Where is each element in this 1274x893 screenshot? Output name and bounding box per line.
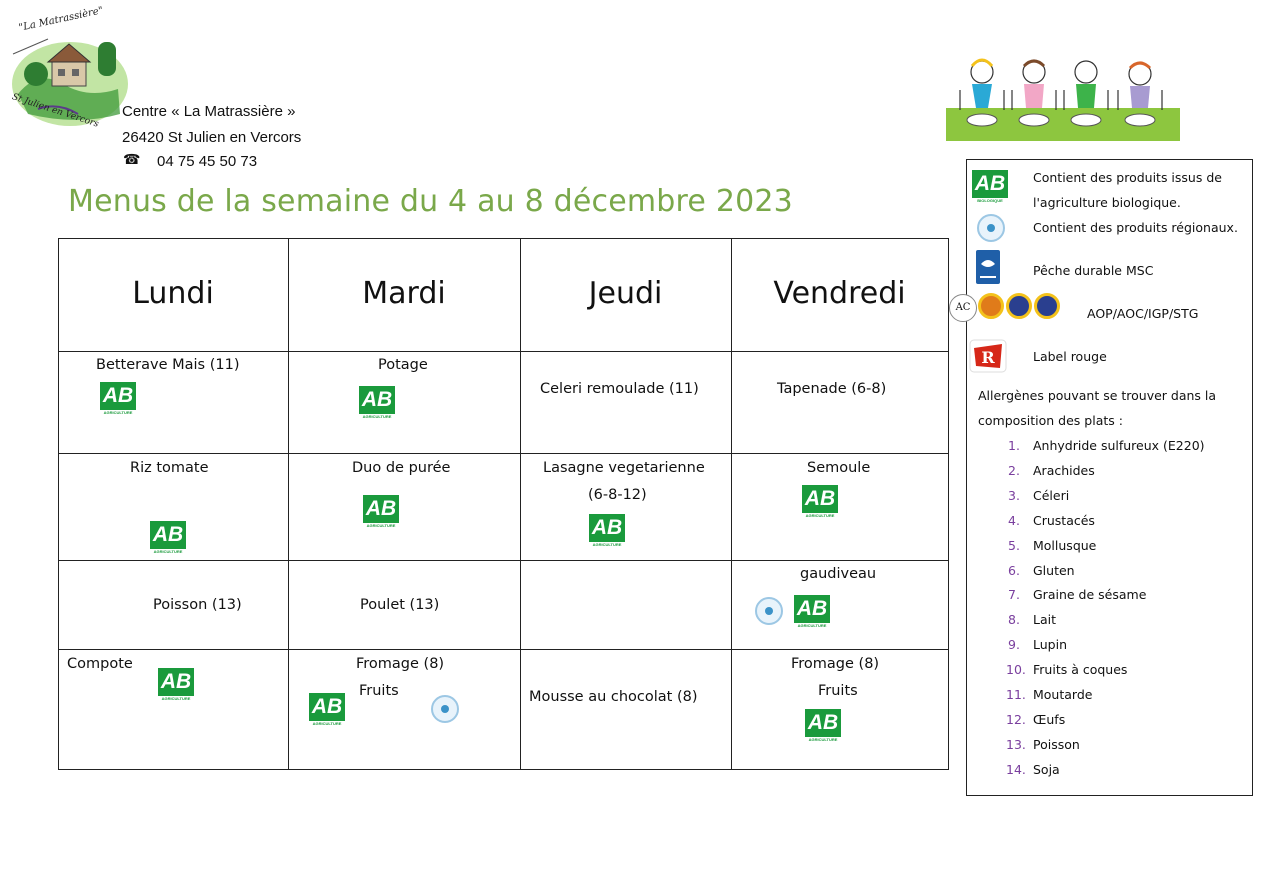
svg-text:R: R <box>981 348 995 367</box>
allergens-intro-line-2: composition des plats : <box>978 413 1123 428</box>
aoc-logo-icon: AC <box>949 294 977 322</box>
allergen-number: 1. <box>1008 438 1020 453</box>
allergen-number: 8. <box>1008 612 1020 628</box>
igp-logo-icon <box>1006 293 1032 319</box>
allergen-name: Céleri <box>1033 487 1070 503</box>
logo-text-bottom: St Julien en Vercors <box>10 92 100 130</box>
vendredi-dessert-fruits: Fruits <box>818 683 858 699</box>
centre-phone: 04 75 45 50 73 <box>157 153 258 170</box>
vendredi-dessert-fromage: Fromage (8) <box>791 656 880 672</box>
regional-product-icon <box>977 214 1005 242</box>
legend-aop: AOP/AOC/IGP/STG <box>1087 306 1199 321</box>
bio-logo-icon: AB AGRICULTURE <box>805 709 841 747</box>
allergens-intro-line-1: Allergènes pouvant se trouver dans la <box>978 388 1217 403</box>
bio-logo-icon: AB AGRICULTURE <box>359 386 395 424</box>
allergen-number: 4. <box>1008 512 1020 528</box>
allergen-number: 12. <box>1006 711 1026 727</box>
bio-logo-icon: AB AGRICULTURE <box>100 382 136 420</box>
page-title: Menus de la semaine du 4 au 8 décembre 2023 <box>68 184 793 219</box>
logo-text-top: "La Matrassière" <box>17 5 105 34</box>
centre-address: 26420 St Julien en Vercors <box>122 129 302 146</box>
jeudi-entree: Celeri remoulade (11) <box>540 381 699 397</box>
allergen-name: Mollusque <box>1033 537 1097 553</box>
legend-bio-line-1: Contient des produits issus de <box>1033 170 1222 185</box>
day-header-lundi: Lundi <box>132 276 214 311</box>
day-header-mardi: Mardi <box>362 276 446 311</box>
lundi-plat: Riz tomate <box>130 460 209 476</box>
stg-logo-icon <box>1034 293 1060 319</box>
vendredi-accompagnement: gaudiveau <box>800 566 877 582</box>
allergen-name: Soja <box>1033 761 1060 777</box>
allergen-number: 14. <box>1006 761 1026 777</box>
aop-logo-icon <box>978 293 1004 319</box>
mardi-dessert-fruits: Fruits <box>359 683 399 699</box>
allergen-number: 13. <box>1006 736 1026 752</box>
allergen-name: Gluten <box>1033 562 1075 578</box>
label-rouge-icon <box>968 338 1008 374</box>
allergen-number: 5. <box>1008 537 1020 553</box>
day-header-jeudi: Jeudi <box>588 276 663 311</box>
legend-label-rouge: Label rouge <box>1033 349 1107 364</box>
centre-name: Centre « La Matrassière » <box>122 103 296 120</box>
bio-logo-icon: AB AGRICULTURE <box>802 485 838 523</box>
allergen-name: Poisson <box>1033 736 1080 752</box>
bio-logo-icon: AB AGRICULTURE <box>309 693 345 731</box>
jeudi-plat-allergens: (6-8-12) <box>588 487 647 503</box>
allergen-number: 6. <box>1008 562 1020 578</box>
msc-logo-icon <box>976 250 1000 284</box>
allergen-number: 11. <box>1006 687 1026 702</box>
bio-logo-icon: AB AGRICULTURE <box>150 521 186 559</box>
regional-product-icon <box>755 597 783 625</box>
bio-logo-icon: AB AGRICULTURE <box>794 595 830 633</box>
legend-msc: Pêche durable MSC <box>1033 263 1154 278</box>
jeudi-plat: Lasagne vegetarienne <box>543 460 705 476</box>
centre-logo <box>8 5 133 132</box>
allergen-name: Anhydride sulfureux (E220) <box>1033 438 1205 453</box>
mardi-entree: Potage <box>378 357 428 373</box>
lundi-entree: Betterave Mais (11) <box>96 357 240 373</box>
allergen-number: 2. <box>1008 462 1020 478</box>
phone-icon: ☎ <box>123 152 141 168</box>
vendredi-plat: Semoule <box>807 460 871 476</box>
legend-regional: Contient des produits régionaux. <box>1033 220 1238 235</box>
children-illustration <box>946 50 1180 141</box>
allergen-name: Œufs <box>1033 711 1066 727</box>
allergen-name: Moutarde <box>1033 687 1093 702</box>
mardi-dessert-fromage: Fromage (8) <box>356 656 445 672</box>
bio-logo-icon: AB AGRICULTURE <box>589 514 625 552</box>
mardi-accompagnement: Poulet (13) <box>360 597 440 613</box>
lundi-dessert: Compote <box>67 656 133 672</box>
bio-logo-icon: AB AGRICULTURE <box>363 495 399 533</box>
allergen-name: Fruits à coques <box>1033 662 1128 678</box>
allergen-name: Crustacés <box>1033 512 1095 528</box>
day-header-vendredi: Vendredi <box>773 276 906 311</box>
menu-table <box>58 238 949 770</box>
allergen-name: Graine de sésame <box>1033 587 1147 603</box>
allergen-number: 3. <box>1008 487 1020 503</box>
allergen-name: Lait <box>1033 612 1056 628</box>
allergen-number: 10. <box>1006 662 1026 678</box>
allergen-name: Arachides <box>1033 462 1095 478</box>
allergen-number: 7. <box>1008 587 1020 603</box>
mardi-plat: Duo de purée <box>352 460 451 476</box>
allergen-name: Lupin <box>1033 637 1067 653</box>
vendredi-entree: Tapenade (6-8) <box>777 381 887 397</box>
jeudi-dessert: Mousse au chocolat (8) <box>529 689 698 705</box>
bio-logo-icon: AB BIOLOGIQUE <box>972 170 1008 208</box>
lundi-accompagnement: Poisson (13) <box>153 597 242 613</box>
legend-bio-line-2: l'agriculture biologique. <box>1033 195 1181 210</box>
regional-product-icon <box>431 695 459 723</box>
allergen-number: 9. <box>1008 637 1020 653</box>
bio-logo-icon: AB AGRICULTURE <box>158 668 194 706</box>
